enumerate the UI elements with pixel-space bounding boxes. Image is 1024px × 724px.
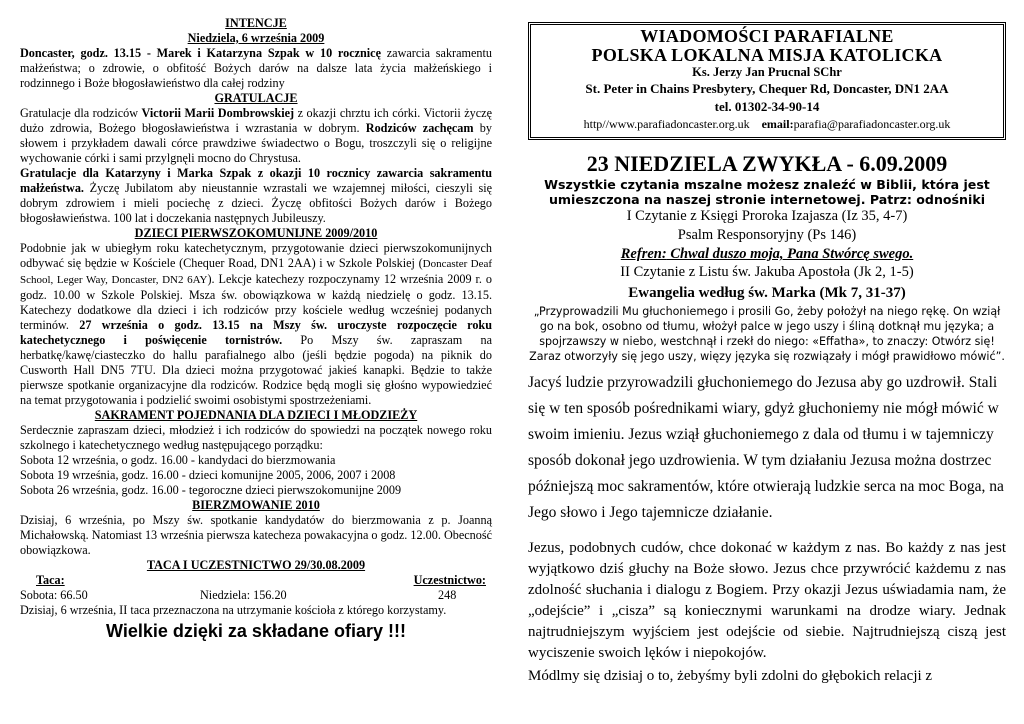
- bierzmowanie-text: Dzisiaj, 6 września, po Mszy św. spotkanie kandydatów do bierzmowania z p. Joanną Michałowską. Natomiast 13 września pierwsza katecheza powakacyjna o godz. 12.00. Obecność obowiązkowa.: [20, 513, 492, 557]
- bold-run: 27 września o godz. 13.15 na Mszy św. uroczyste rozpoczęcie roku katechetycznego i poświęcenie tornistrów.: [20, 318, 492, 347]
- taca-labels: [20, 573, 492, 588]
- schedule-line: Sobota 26 września, godz. 16.00 - tegoroczne dzieci pierwszokomunijne 2009: [20, 483, 402, 497]
- email-link[interactable]: parafia@parafiadoncaster.org.uk: [793, 117, 951, 131]
- taca-values: [20, 588, 492, 603]
- bold-run: Rodziców zachęcam: [365, 121, 474, 135]
- text-run: ). Lekcje katechezy rozpoczynamy 12 września 2009 r. o godz. 10.00 w Szkole Polskiej. Msza św. obowiązkowa w każdą niedzielę o godz. 13.15. Katechezy dodatkowe dla dzieci i ich rodziców przy kościele według wcześniej podanych terminów.: [20, 272, 492, 332]
- refrain-text: Chwal duszo moja, Pana Stwórcę swego.: [666, 246, 914, 262]
- text-run: by słowem i przykładem dawali córce prawdziwe świadectwo o Bogu, troszczyli się o religijne wychowanie córki i sami przylgnęli mocno do Chrystusa.: [20, 121, 492, 165]
- text-run: Gratulacje dla rodziców: [20, 106, 142, 120]
- masthead-title: WIADOMOŚCI PARAFIALNE: [640, 26, 894, 46]
- intencje-date: Niedziela, 6 września 2009: [187, 31, 325, 45]
- right-column: [528, 22, 1006, 687]
- bold-run: Gratulacje dla Katarzyny i Marka Szpak z okazji 10 rocznicy zawarcia sakramentu małżeństwa.: [20, 166, 492, 195]
- schedule-line: Sobota 19 września, godz. 16.00 - dzieci komunijne 2005, 2006, 2007 i 2008: [20, 468, 396, 482]
- intencje-text: [20, 46, 492, 91]
- taca-note: Dzisiaj, 6 września, II taca przeznaczona na utrzymanie kościoła z którego korzystamy.: [20, 603, 447, 617]
- intencje-heading: INTENCJE: [225, 16, 287, 30]
- sunday-heading: 23 NIEDZIELA ZWYKŁA - 6.09.2009: [586, 151, 948, 176]
- text-run: z okazji chrztu ich córki. Victorii życzę dużo zdrowia, Bożego błogosławieństwa i wzrastania w dobrym.: [20, 106, 492, 135]
- taca-niedziela: Niedziela: 156.20: [200, 588, 287, 602]
- gratulacje-paragraph-1: [20, 106, 492, 166]
- text-run: Życzę Jubilatom aby nieustannie wzrastali we wzajemnej miłości, cieszyli się dobrym zdrowiem i mieli pociechę z dzieci. Życzę obfitości Bożych darów i Bożego błogosławieństwa. 100 lat i doczekania następnych Jubileuszy.: [20, 181, 492, 225]
- bold-run: Marek i Katarzyna Szpak w 10 rocznicę: [156, 46, 381, 60]
- gospel-heading: Ewangelia według św. Marka (Mk 7, 31-37): [628, 285, 906, 301]
- left-column: [20, 16, 492, 642]
- gratulacje-paragraph-2: [20, 166, 492, 226]
- gratulacje-heading: GRATULACJE: [214, 91, 298, 105]
- pojednanie-heading: SAKRAMENT POJEDNANIA DLA DZIECI I MŁODZIEŻY: [94, 408, 418, 422]
- komunia-heading: DZIECI PIERWSZOKOMUNIJNE 2009/2010: [134, 226, 378, 240]
- schedule-line: Sobota 12 września, o godz. 16.00 - kandydaci do bierzmowania: [20, 453, 336, 467]
- second-reading: II Czytanie z Listu św. Jakuba Apostoła (Jk 2, 1-5): [620, 264, 914, 280]
- commentary-paragraph-3: Módlmy się dzisiaj o to, żebyśmy byli zdolni do głębokich relacji z: [528, 668, 933, 684]
- refrain: [528, 245, 1006, 263]
- text-run: Doncaster Deaf School, Leger Way, Doncaster, DN2 6AY: [20, 258, 493, 286]
- bold-run: Victorii Marii Dombrowskiej: [141, 106, 295, 120]
- readings-note: Wszystkie czytania mszalne możesz znaleźć w Biblii, która jest umieszczona na naszej stronie internetowej. Patrz: odnośniki: [544, 177, 990, 207]
- masthead-web: [537, 115, 997, 133]
- uczestnictwo-label: Uczestnictwo:: [413, 573, 486, 587]
- refrain-label: Refren:: [620, 246, 667, 262]
- commentary-paragraph-1: Jacyś ludzie przyrowadzili głuchoniemego do Jezusa aby go uzdrowił. Stali się w ten sposób pośrednikami wiary, gdyż głuchoniemy nie mógł mówić w swoim imieniu. Jezus wziął głuchoniemego z dala od tłumu i w tajemniczy sposób dokonał jego uzdrowienia. W tym działaniu Jezusa można dostrzec późniejszą moc sakramentów, które otwierają ludzkie serca na moc Boga, na Jego słowo i Jego tajemnicze działanie.: [528, 374, 1004, 521]
- text-run: Podobnie jak w ubiegłym roku katechetycznym, przygotowanie dzieci pierwszokomunijnych odbywać się będzie w Kościele (Chequer Road, DN1 2AA) i w Szkole Polskiej (: [20, 241, 492, 270]
- taca-heading: TACA I UCZESTNICTWO 29/30.08.2009: [146, 558, 366, 572]
- taca-label: Taca:: [36, 573, 65, 587]
- bold-run: Doncaster, godz. 13.15 -: [20, 46, 157, 60]
- masthead-phone: tel. 01302-34-90-14: [714, 99, 820, 114]
- masthead-subtitle: POLSKA LOKALNA MISJA KATOLICKA: [591, 45, 943, 65]
- thanks-line: Wielkie dzięki za składane ofiary !!!: [106, 621, 406, 641]
- website-link[interactable]: http//www.parafiadoncaster.org.uk: [583, 117, 750, 131]
- commentary-paragraph-2: Jezus, podobnych cudów, chce dokonać w każdym z nas. Bo każdy z nas jest wyjątkowo dziś głuchy na Boże słowo. Jezus chce przywrócić każdemu z nas zdolność słuchania i dialogu z Bogiem. Przy okazji Jezus uświadamia nam, że „odejście” i „cisza” są koniecznymi warunkami na drodze wiary. Jednak najtrudniejszym wyjściem jest odejście od siebie. Najtrudniejszą ciszą jest wyciszenie swoich lęków i niepokojów.: [528, 540, 1006, 661]
- text-run: Po Mszy św. zapraszam na herbatkę/kawę/ciasteczko do hallu parafialnego albo (jeśli będzie pogoda) na piknik do Cusworth Hall DN5 7TU. Dla dzieci można przygotować jakieś kanapki. Będzie to także pierwsze spotkanie organizacyjne dla rodziców. Rodzice będą mogli się głośno wypowiedzieć na temat przygotowania i podzielić swoimi osobistymi spostrzeżeniami.: [20, 333, 492, 407]
- masthead-priest: Ks. Jerzy Jan Prucnal SChr: [692, 65, 842, 79]
- masthead-box: [528, 22, 1006, 140]
- pojednanie-schedule: [20, 453, 492, 498]
- komunia-text: [20, 241, 492, 408]
- gospel-text: „Przyprowadzili Mu głuchoniemego i prosili Go, żeby położył na niego rękę. On wziął go na bok, osobno od tłumu, włożył palce w jego uszy i śliną dotknął mu języka; a spojrzawszy w niebo, westchnął i rzekł do niego: «Effatha», to znaczy: Otwórz się! Zaraz otworzyły się jego uszy, więzy języka się rozwiązały i mógł prawidłowo mówić”.: [529, 305, 1005, 363]
- masthead-address: St. Peter in Chains Presbytery, Chequer Rd, Doncaster, DN1 2AA: [585, 81, 949, 96]
- email-label: email:: [761, 117, 794, 131]
- bierzmowanie-heading: BIERZMOWANIE 2010: [192, 498, 320, 512]
- text-run: zawarcia sakramentu małżeństwa; o zdrowie, o obfitość Bożych darów na dalsze lata życia małżeńskiego i rodzinnego i Boże błogosławieństwo dla całej rodziny: [20, 46, 492, 90]
- first-reading: I Czytanie z Księgi Proroka Izajasza (Iz 35, 4-7): [626, 208, 908, 224]
- taca-sobota: Sobota: 66.50: [20, 588, 88, 602]
- psalm: Psalm Responsoryjny (Ps 146): [677, 227, 857, 243]
- pojednanie-intro: Serdecznie zapraszam dzieci, młodzież i ich rodziców do spowiedzi na początek nowego roku szkolnego i katechetycznego według następującego porządku:: [20, 423, 492, 452]
- uczestnictwo-count: 248: [438, 588, 457, 602]
